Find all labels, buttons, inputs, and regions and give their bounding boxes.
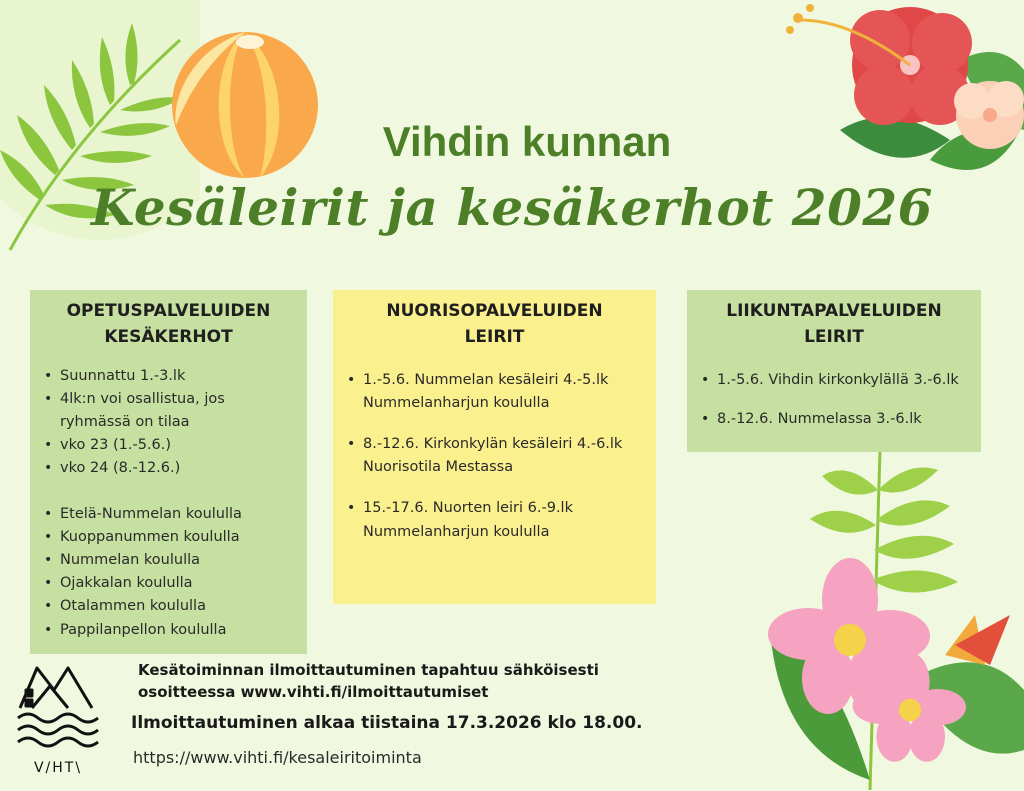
list-item: • Otalammen koululla — [42, 595, 295, 618]
list-item: • Pappilanpellon koululla — [42, 619, 295, 642]
list-item: • Nummelan koululla — [42, 549, 295, 572]
opetus-heading-line2: KESÄKERHOT — [104, 327, 233, 348]
opetus-school-list — [42, 503, 295, 642]
liikunta-list — [699, 369, 969, 431]
liikunta-heading-line2: LEIRIT — [804, 327, 864, 348]
registration-start: Ilmoittautuminen alkaa tiistaina 17.3.2026 klo 18.00. — [131, 713, 643, 733]
list-item: • 8.-12.6. Nummelassa 3.-6.lk — [699, 408, 969, 431]
liikunta-box — [687, 290, 981, 452]
info-link[interactable]: https://www.vihti.fi/kesaleiritoiminta — [133, 748, 422, 767]
list-item: • 1.-5.6. Vihdin kirkonkylällä 3.-6.lk — [699, 369, 969, 392]
opetus-box — [30, 290, 307, 654]
opetus-heading — [42, 298, 295, 351]
nuoriso-heading — [345, 298, 644, 351]
nuoriso-list — [345, 369, 644, 544]
list-item: • Etelä-Nummelan koululla — [42, 503, 295, 526]
list-item: • 4lk:n voi osallistua, jos ryhmässä on tilaa — [42, 388, 295, 434]
registration-info-line2: osoitteessa www.vihti.fi/ilmoittautumiset — [138, 682, 489, 701]
list-item: • 8.-12.6. Kirkonkylän kesäleiri 4.-6.lk Nuorisotila Mestassa — [345, 433, 644, 479]
registration-info — [138, 660, 658, 704]
list-item: • Ojakkalan koululla — [42, 572, 295, 595]
opetus-info-list — [42, 365, 295, 481]
vihti-logo — [12, 660, 104, 780]
list-item: • 1.-5.6. Nummelan kesäleiri 4.-5.lk Nummelanharjun koululla — [345, 369, 644, 415]
list-item: • Kuoppanummen koululla — [42, 526, 295, 549]
list-item: • 15.-17.6. Nuorten leiri 6.-9.lk Nummelanharjun koululla — [345, 497, 644, 543]
liikunta-heading-line1: LIIKUNTAPALVELUIDEN — [726, 301, 942, 321]
registration-info-line1: Kesätoiminnan ilmoittautuminen tapahtuu sähköisesti — [138, 661, 599, 679]
opetus-heading-line1: OPETUSPALVELUIDEN — [66, 301, 271, 321]
page-subtitle: Kesäleirit ja kesäkerhot 2026 — [91, 178, 933, 237]
liikunta-heading — [699, 298, 969, 351]
page-title: Vihdin kunnan — [382, 118, 672, 165]
list-item: • vko 24 (8.-12.6.) — [42, 457, 295, 480]
vihti-logo-icon — [12, 660, 104, 760]
list-item: • vko 23 (1.-5.6.) — [42, 434, 295, 457]
logo-text: V/HT\ — [33, 760, 83, 776]
nuoriso-heading-line2: LEIRIT — [464, 327, 525, 348]
list-item: • Suunnattu 1.-3.lk — [42, 365, 295, 388]
nuoriso-box — [333, 290, 656, 604]
tropical-flowers-decoration — [760, 430, 1024, 791]
nuoriso-heading-line1: NUORISOPALVELUIDEN — [386, 301, 603, 321]
